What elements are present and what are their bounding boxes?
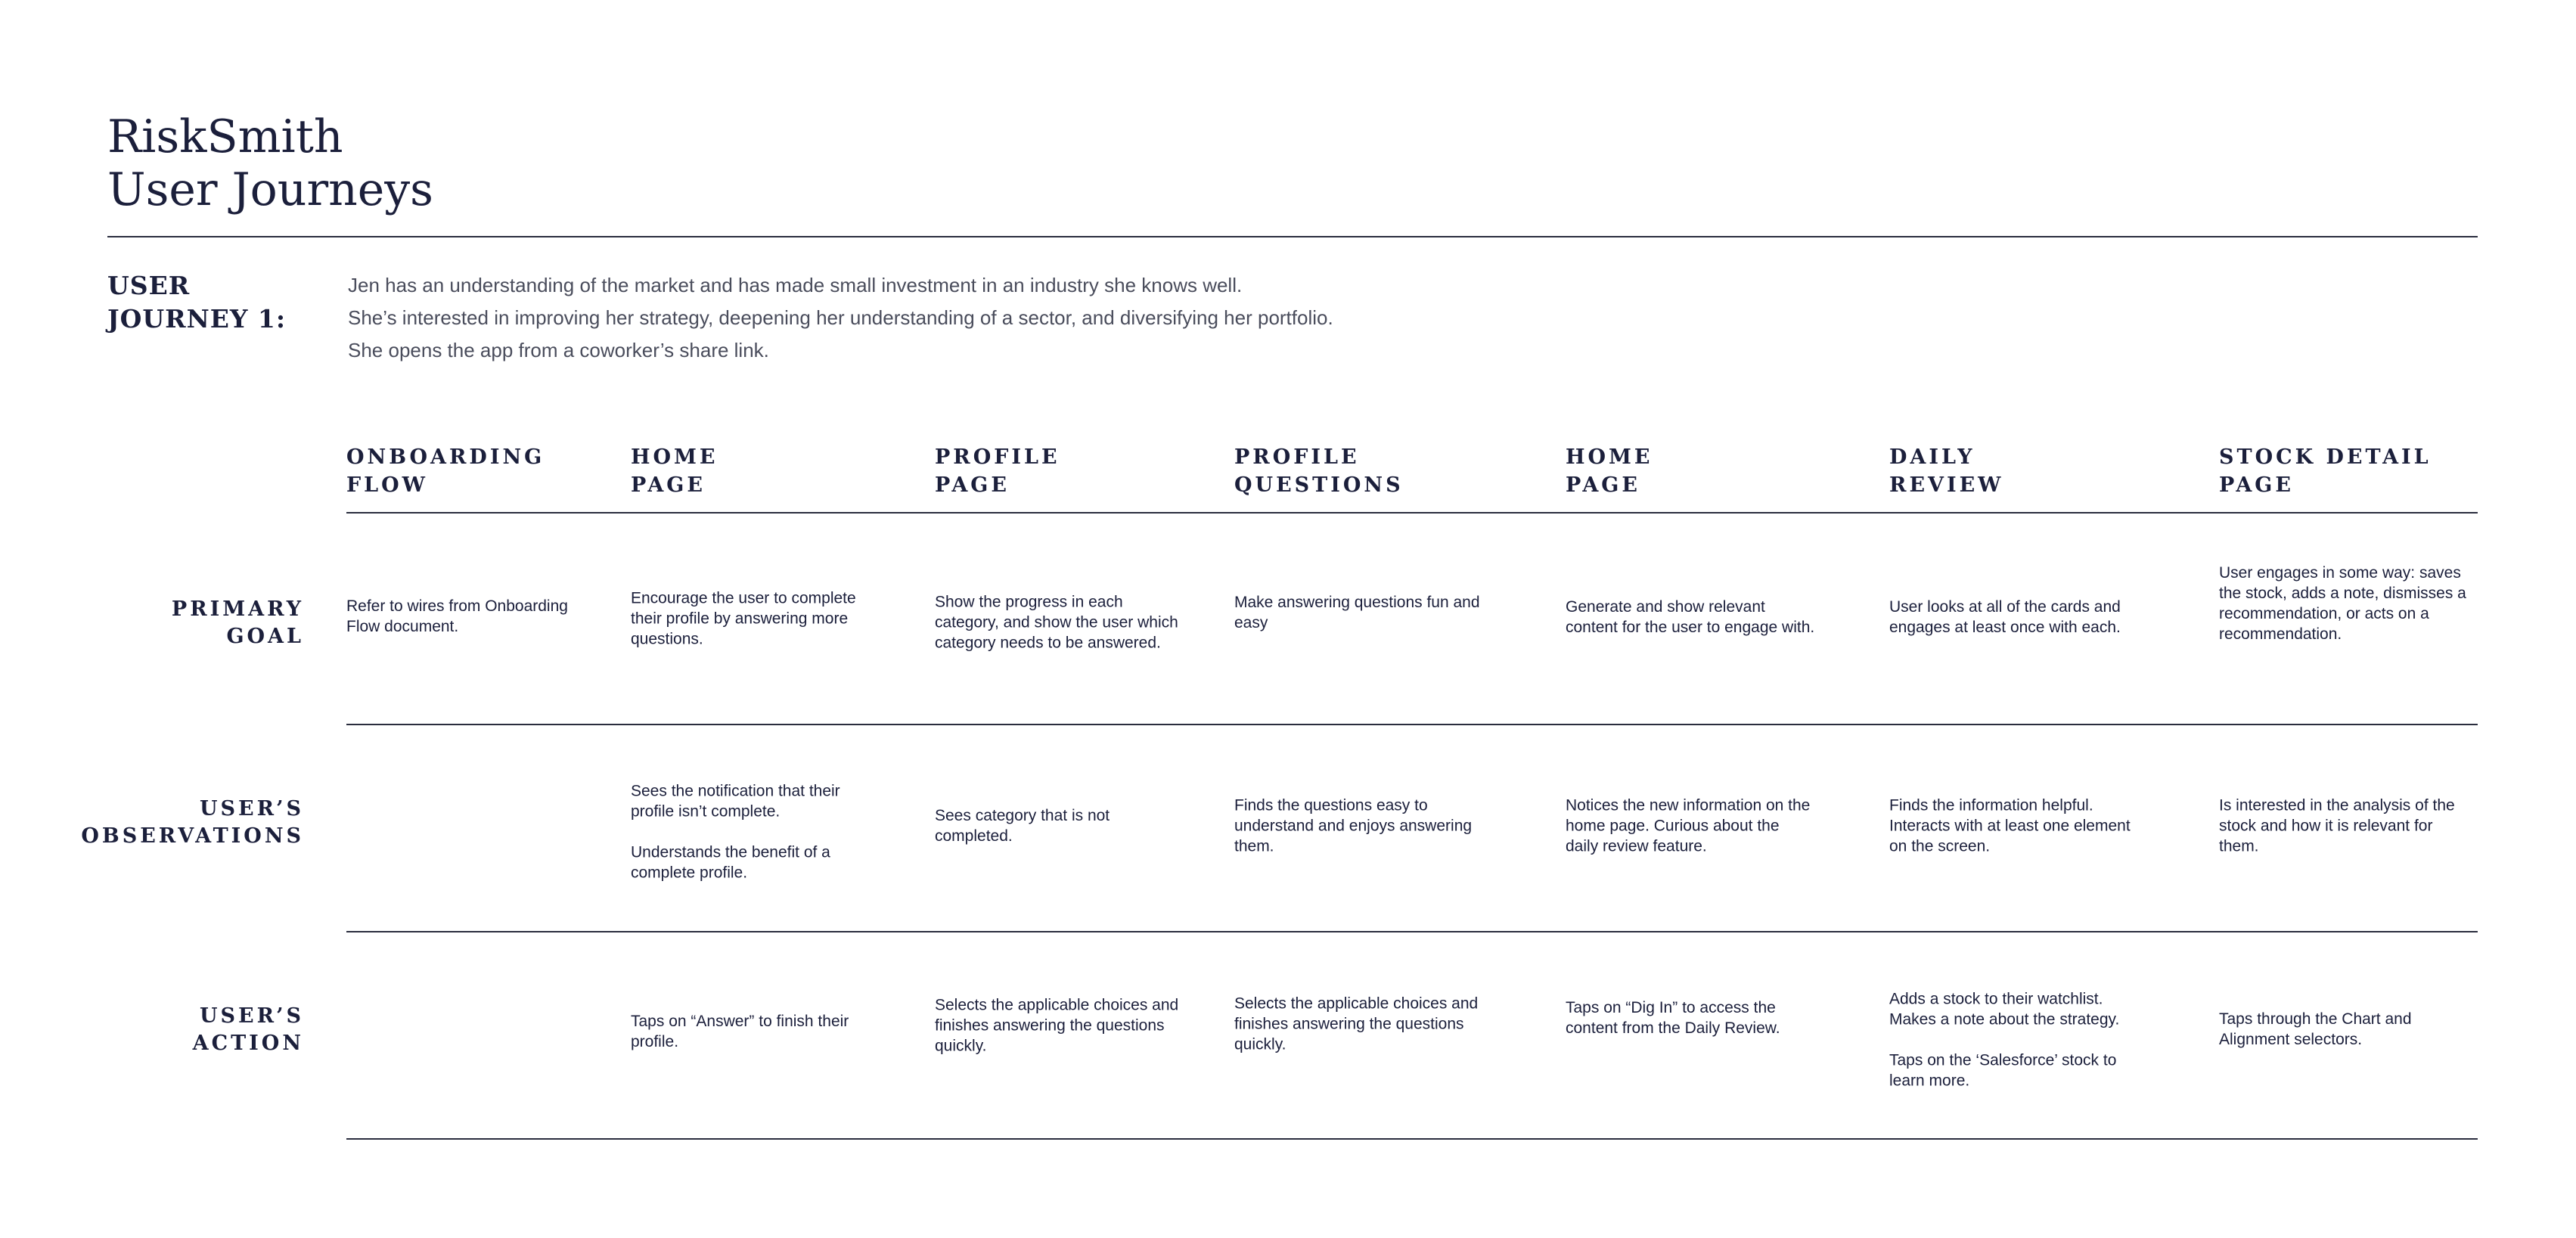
intro-line: She’s interested in improving her strategy, deepening her understanding of a sector, and diversifying her portfolio.: [348, 306, 1333, 329]
table-cell: Refer to wires from Onboarding Flow document.: [346, 597, 568, 635]
table-divider: [346, 512, 2478, 514]
column-header-daily-review: DAILY REVIEW: [1889, 445, 2004, 497]
column-header-home-page: HOME PAGE: [631, 445, 718, 497]
table-cell: Make answering questions fun and easy: [1234, 594, 1480, 631]
header-divider: [107, 236, 2478, 237]
row-label-users-observations: USER’S OBSERVATIONS: [81, 797, 304, 848]
table-cell: Taps through the Chart and Alignment selectors.: [2219, 1010, 2412, 1048]
column-header-profile-questions: PROFILE QUESTIONS: [1234, 445, 1404, 497]
table-cell: Selects the applicable choices and finishes answering the questions quickly.: [935, 996, 1179, 1055]
table-cell: Adds a stock to their watchlist. Makes a note about the strategy. Taps on the ‘Salesforce’ stock to learn more.: [1889, 990, 2120, 1090]
table-cell: Sees the notification that their profile isn’t complete. Understands the benefit of a complete profile.: [631, 782, 840, 882]
table-divider: [346, 724, 2478, 725]
table-cell: User looks at all of the cards and engages at least once with each.: [1889, 598, 2121, 636]
document-name: User Journeys: [107, 163, 433, 216]
row-label-primary-goal: PRIMARY GOAL: [171, 597, 304, 648]
column-header-stock-detail-page: STOCK DETAIL PAGE: [2219, 445, 2432, 497]
journey-label: USER JOURNEY 1:: [107, 271, 287, 334]
table-cell: Finds the questions easy to understand and enjoys answering them.: [1234, 796, 1473, 855]
table-divider: [346, 931, 2478, 932]
table-cell: User engages in some way: saves the stock, adds a note, dismisses a recommendation, or acts on a recommendation.: [2219, 564, 2466, 643]
journey-intro: [348, 269, 1333, 367]
table-cell: Taps on “Dig In” to access the content from the Daily Review.: [1566, 999, 1780, 1037]
table-cell: Notices the new information on the home page. Curious about the daily review feature.: [1566, 796, 1811, 855]
table-cell: Generate and show relevant content for the user to engage with.: [1566, 598, 1815, 636]
table-cell: Sees category that is not completed.: [935, 807, 1110, 845]
intro-line: Jen has an understanding of the market and has made small investment in an industry she knows well.: [348, 274, 1243, 296]
page-title: [107, 110, 433, 216]
table-cell: Is interested in the analysis of the stock and how it is relevant for them.: [2219, 796, 2455, 855]
column-header-profile-page: PROFILE PAGE: [935, 445, 1060, 497]
table-cell: Encourage the user to complete their profile by answering more questions.: [631, 589, 856, 648]
table-cell: Selects the applicable choices and finishes answering the questions quickly.: [1234, 994, 1479, 1053]
row-label-users-action: USER’S ACTION: [192, 1004, 304, 1055]
column-header-onboarding-flow: ONBOARDING FLOW: [346, 445, 545, 497]
column-header-home-page-2: HOME PAGE: [1566, 445, 1653, 497]
intro-line: She opens the app from a coworker’s share link.: [348, 339, 769, 361]
table-cell: Show the progress in each category, and show the user which category needs to be answered.: [935, 593, 1178, 652]
table-cell: Taps on “Answer” to finish their profile.: [631, 1013, 849, 1050]
app-name: RiskSmith: [107, 110, 343, 163]
table-cell: Finds the information helpful. Interacts with at least one element on the screen.: [1889, 796, 2131, 855]
table-divider: [346, 1138, 2478, 1140]
